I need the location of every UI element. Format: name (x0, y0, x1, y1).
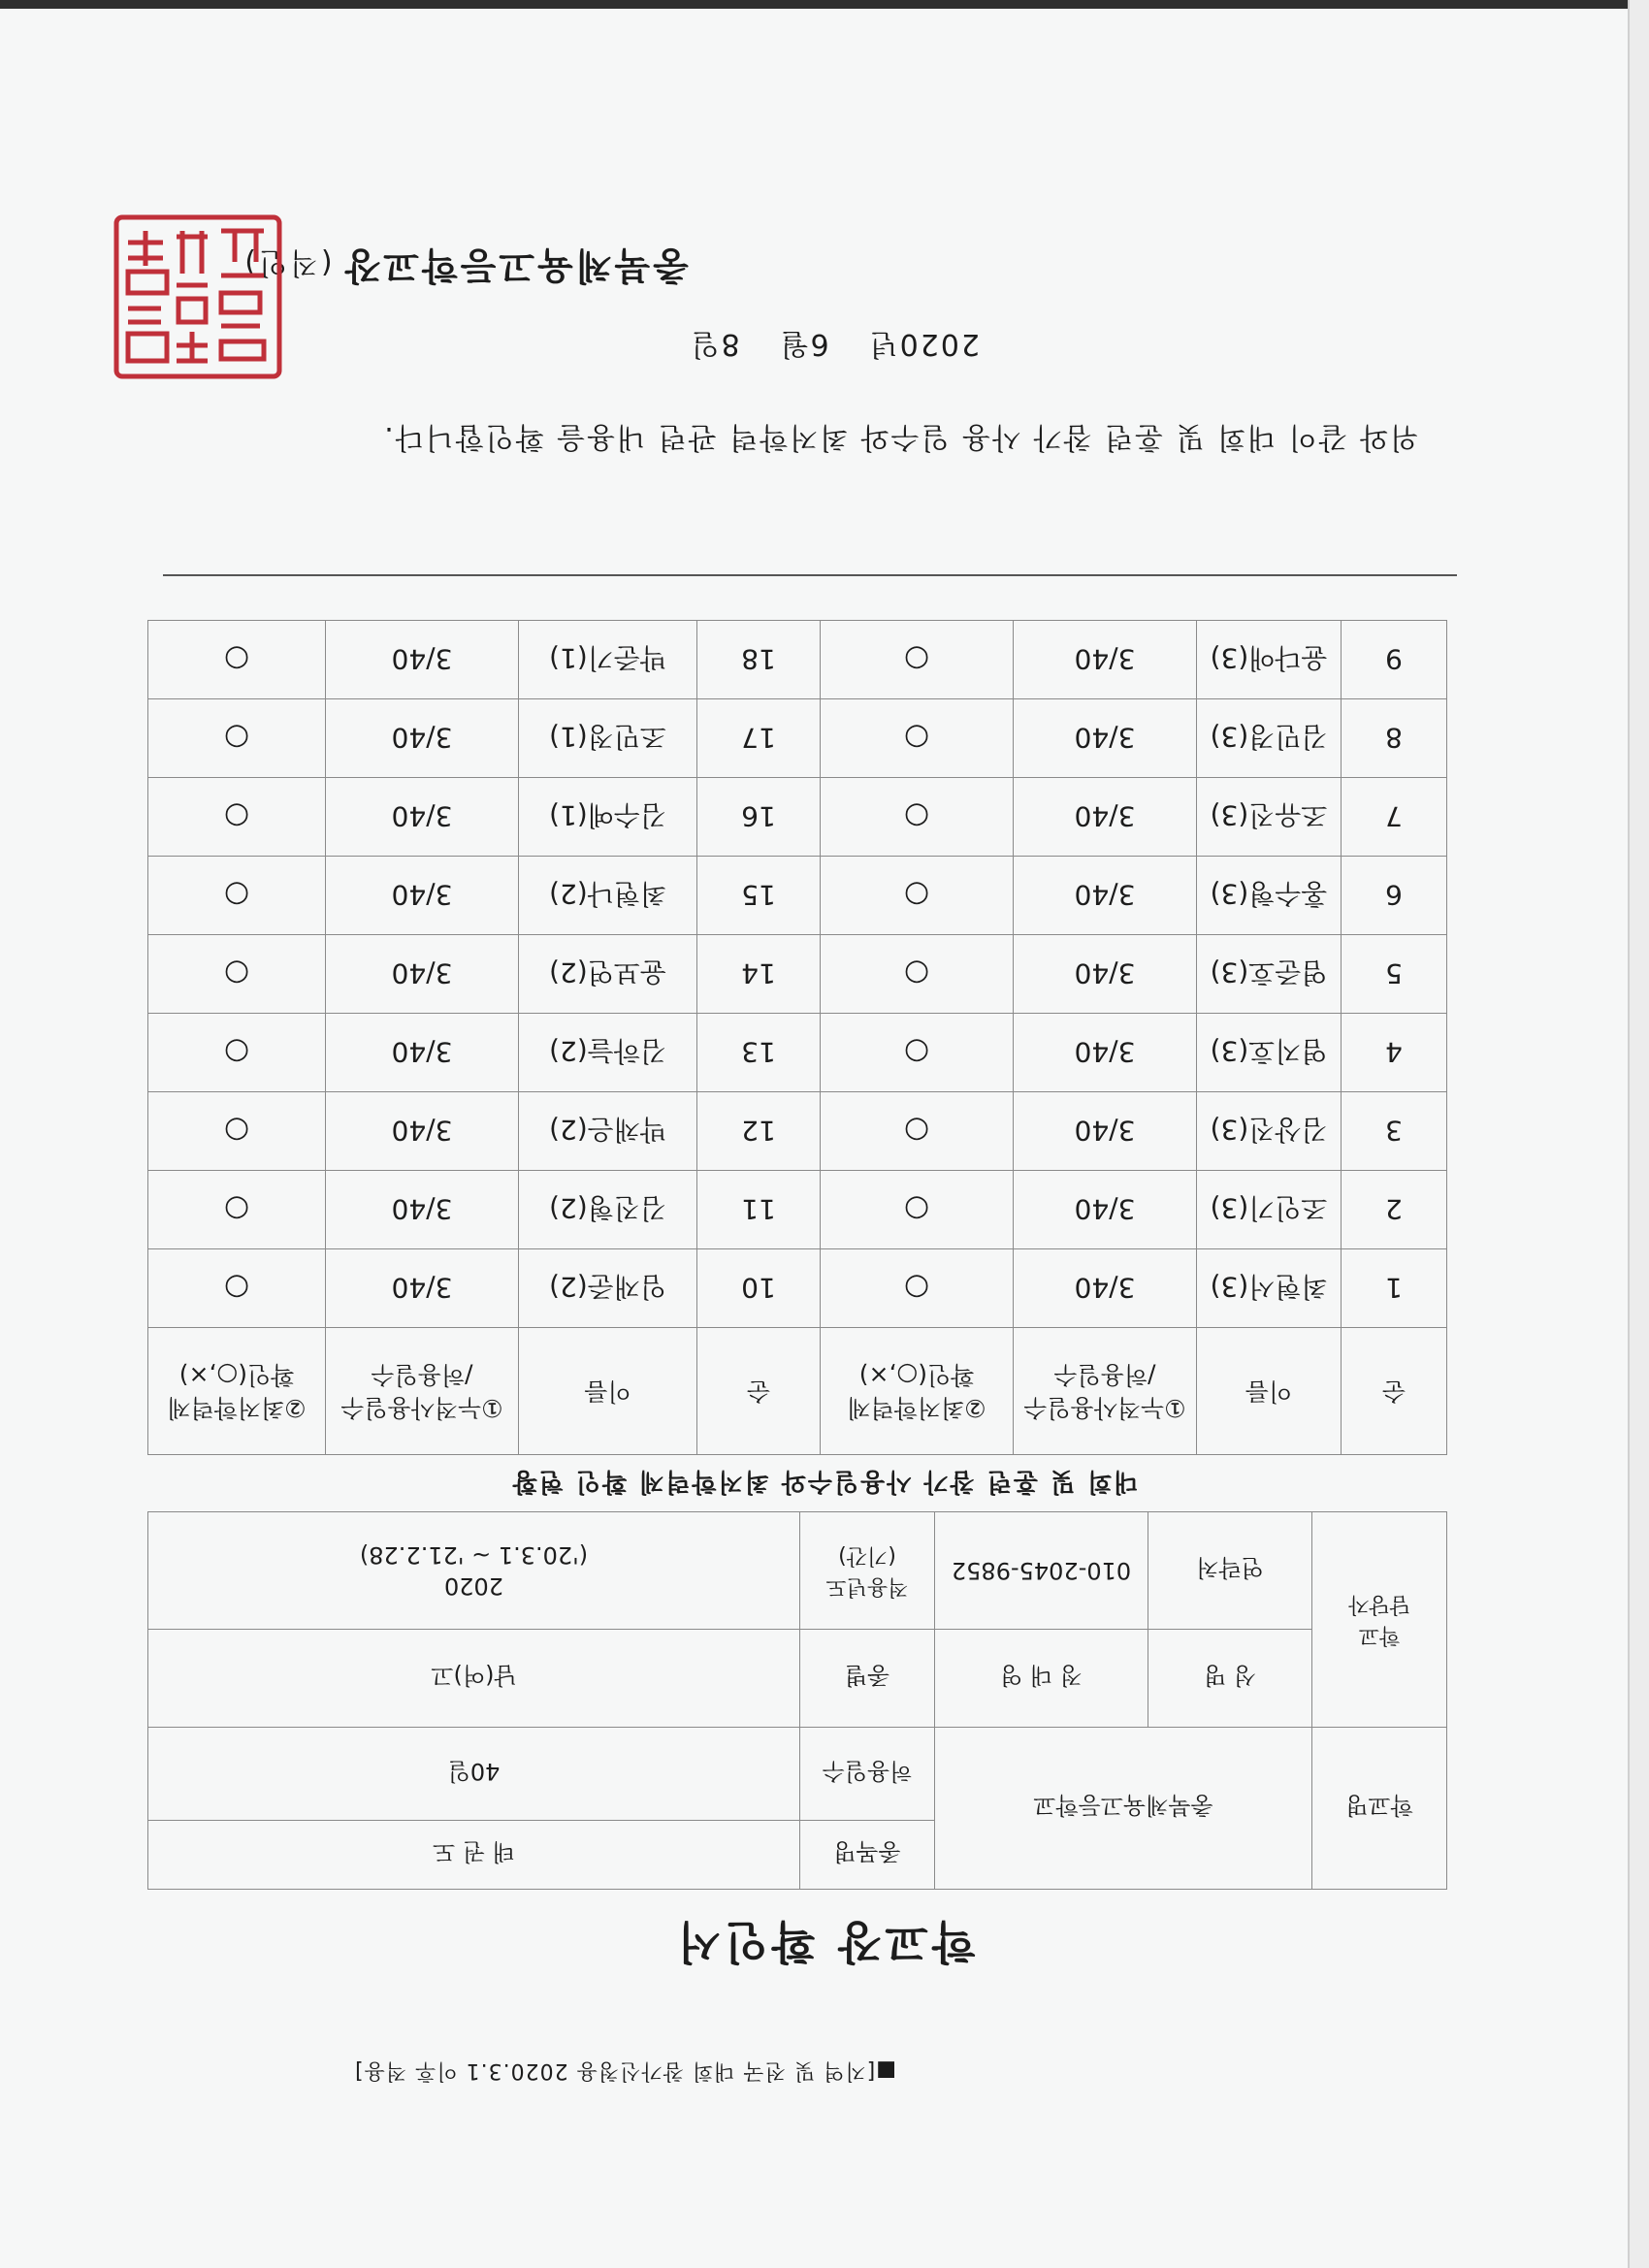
student-name-right: 임재준(2) (519, 1249, 697, 1328)
date-year: 2020년 (867, 327, 980, 361)
student-grade-check-left: ○ (821, 778, 1014, 857)
student-name-left: 조인기(3) (1197, 1171, 1342, 1249)
table-row (148, 1249, 1447, 1328)
student-grade-check-left: ○ (821, 1249, 1014, 1328)
student-name-right: 박준기(1) (519, 621, 697, 699)
student-number-right: 18 (697, 621, 821, 699)
student-name-right: 박채은(2) (519, 1092, 697, 1171)
student-name-right: 조민정(1) (519, 699, 697, 778)
students-table-header (148, 1328, 1447, 1455)
student-number-left: 2 (1342, 1171, 1447, 1249)
student-grade-check-right: ○ (148, 1171, 326, 1249)
sport-label: 종목명 (800, 1821, 935, 1890)
student-name-left: 윤다애(3) (1197, 621, 1342, 699)
student-grade-check-left: ○ (821, 1092, 1014, 1171)
student-grade-check-right: ○ (148, 621, 326, 699)
student-grade-check-right: ○ (148, 857, 326, 935)
contact-person-label: 학교 담당자 (1312, 1512, 1447, 1728)
student-number-right: 10 (697, 1249, 821, 1328)
header-days-right: ①누적사용일수 /허용일수 (326, 1328, 519, 1455)
name-value: 정 대 영 (1000, 1662, 1083, 1690)
contact-name-cell (935, 1630, 1312, 1728)
phone-value: 010-2045-9852 (951, 1557, 1132, 1584)
name-label: 성 명 (1148, 1630, 1312, 1727)
header-no-left: 순 (1342, 1328, 1447, 1455)
student-days-used-left: 3/40 (1014, 621, 1197, 699)
student-grade-check-right: ○ (148, 699, 326, 778)
student-number-left: 3 (1342, 1092, 1447, 1171)
student-name-left: 염준호(3) (1197, 935, 1342, 1014)
student-grade-check-left: ○ (821, 857, 1014, 935)
student-grade-check-right: ○ (148, 1249, 326, 1328)
students-table-body (148, 621, 1447, 1328)
student-days-used-left: 3/40 (1014, 935, 1197, 1014)
table-row (148, 857, 1447, 935)
student-days-used-left: 3/40 (1014, 1092, 1197, 1171)
student-number-right: 13 (697, 1014, 821, 1092)
student-number-left: 5 (1342, 935, 1447, 1014)
student-days-used-left: 3/40 (1014, 1014, 1197, 1092)
student-days-used-left: 3/40 (1014, 1249, 1197, 1328)
gender-value: 남(여)고 (148, 1630, 800, 1728)
student-grade-check-right: ○ (148, 1092, 326, 1171)
student-days-used-right: 3/40 (326, 1014, 519, 1092)
table-row (148, 1014, 1447, 1092)
student-name-left: 김민경(3) (1197, 699, 1342, 778)
student-number-left: 1 (1342, 1249, 1447, 1328)
school-name-label: 학교명 (1312, 1728, 1447, 1890)
student-number-right: 17 (697, 699, 821, 778)
table-caption: 대회 및 훈련 참가 사용일수와 최저학력제 확인 현황 (510, 1467, 1139, 1496)
student-name-right: 김하늘(2) (519, 1014, 697, 1092)
student-number-left: 8 (1342, 699, 1447, 778)
student-days-used-right: 3/40 (326, 1249, 519, 1328)
student-name-left: 조유진(3) (1197, 778, 1342, 857)
student-days-used-right: 3/40 (326, 699, 519, 778)
student-name-right: 김수예(1) (519, 778, 697, 857)
student-days-used-right: 3/40 (326, 778, 519, 857)
school-info-table (147, 1511, 1447, 1890)
student-number-right: 16 (697, 778, 821, 857)
student-grade-check-left: ○ (821, 935, 1014, 1014)
student-name-left: 최현서(3) (1197, 1249, 1342, 1328)
table-row (148, 1092, 1447, 1171)
student-grade-check-left: ○ (821, 621, 1014, 699)
header-name-right: 이름 (519, 1328, 697, 1455)
header-check-left: ②최저학력제 확인(○,×) (821, 1328, 1014, 1455)
contact-phone-cell (935, 1512, 1312, 1630)
seal-word: (직인) (242, 245, 333, 279)
student-grade-check-right: ○ (148, 1014, 326, 1092)
student-days-used-right: 3/40 (326, 621, 519, 699)
student-number-left: 9 (1342, 621, 1447, 699)
student-days-used-right: 3/40 (326, 1171, 519, 1249)
year-label: 적용년도 (기간) (800, 1512, 935, 1630)
header-days-left: ①누적사용일수 /허용일수 (1014, 1328, 1197, 1455)
principal-signature (242, 243, 689, 296)
student-days-used-right: 3/40 (326, 935, 519, 1014)
declaration-text: 위와 같이 대회 및 훈련 참가 사용 일수와 최저학력 관련 내용을 확인합니다. (382, 420, 1418, 454)
student-days-used-left: 3/40 (1014, 1171, 1197, 1249)
official-seal-stamp (111, 211, 285, 382)
student-days-used-right: 3/40 (326, 857, 519, 935)
table-row (148, 935, 1447, 1014)
notice-text: ■[지역 및 전국 대회 참가신청용 2020.3.1 이후 적용] (354, 2058, 896, 2083)
table-row (148, 699, 1447, 778)
student-number-left: 4 (1342, 1014, 1447, 1092)
student-number-left: 7 (1342, 778, 1447, 857)
phone-label: 연락처 (1148, 1512, 1312, 1629)
student-name-right: 최현나(2) (519, 857, 697, 935)
student-grade-check-left: ○ (821, 699, 1014, 778)
student-name-left: 김상진(3) (1197, 1092, 1342, 1171)
students-table (147, 620, 1447, 1455)
table-row (148, 778, 1447, 857)
student-name-left: 염지호(3) (1197, 1014, 1342, 1092)
gender-label: 종별 (800, 1630, 935, 1728)
student-days-used-left: 3/40 (1014, 699, 1197, 778)
school-name-value: 충북체육고등학교 (935, 1728, 1312, 1890)
student-grade-check-left: ○ (821, 1014, 1014, 1092)
table-row (148, 621, 1447, 699)
year-value: 2020 ('20.3.1 ~ '21.2.28) (148, 1512, 800, 1630)
student-number-right: 11 (697, 1171, 821, 1249)
issue-date (651, 326, 980, 369)
student-number-right: 14 (697, 935, 821, 1014)
principal-title: 충북체육고등학교장 (341, 244, 689, 287)
header-check-right: ②최저학력제 확인(○,×) (148, 1328, 326, 1455)
header-name-left: 이름 (1197, 1328, 1342, 1455)
header-no-right: 순 (697, 1328, 821, 1455)
student-grade-check-right: ○ (148, 778, 326, 857)
student-number-right: 15 (697, 857, 821, 935)
allowed-days-value: 40일 (148, 1728, 800, 1821)
student-days-used-right: 3/40 (326, 1092, 519, 1171)
student-days-used-left: 3/40 (1014, 857, 1197, 935)
divider-line (163, 574, 1457, 576)
student-name-left: 홍수형(3) (1197, 857, 1342, 935)
student-number-right: 12 (697, 1092, 821, 1171)
table-row (148, 1171, 1447, 1249)
date-month: 6월 (778, 327, 829, 361)
sport-value: 태 권 도 (148, 1821, 800, 1890)
student-days-used-left: 3/40 (1014, 778, 1197, 857)
student-name-right: 김진형(2) (519, 1171, 697, 1249)
document-title: 학교장 확인서 (673, 1916, 976, 1968)
date-day: 8일 (689, 327, 740, 361)
student-grade-check-right: ○ (148, 935, 326, 1014)
student-name-right: 윤보연(2) (519, 935, 697, 1014)
allowed-days-label: 허용일수 (800, 1728, 935, 1821)
student-grade-check-left: ○ (821, 1171, 1014, 1249)
student-number-left: 6 (1342, 857, 1447, 935)
